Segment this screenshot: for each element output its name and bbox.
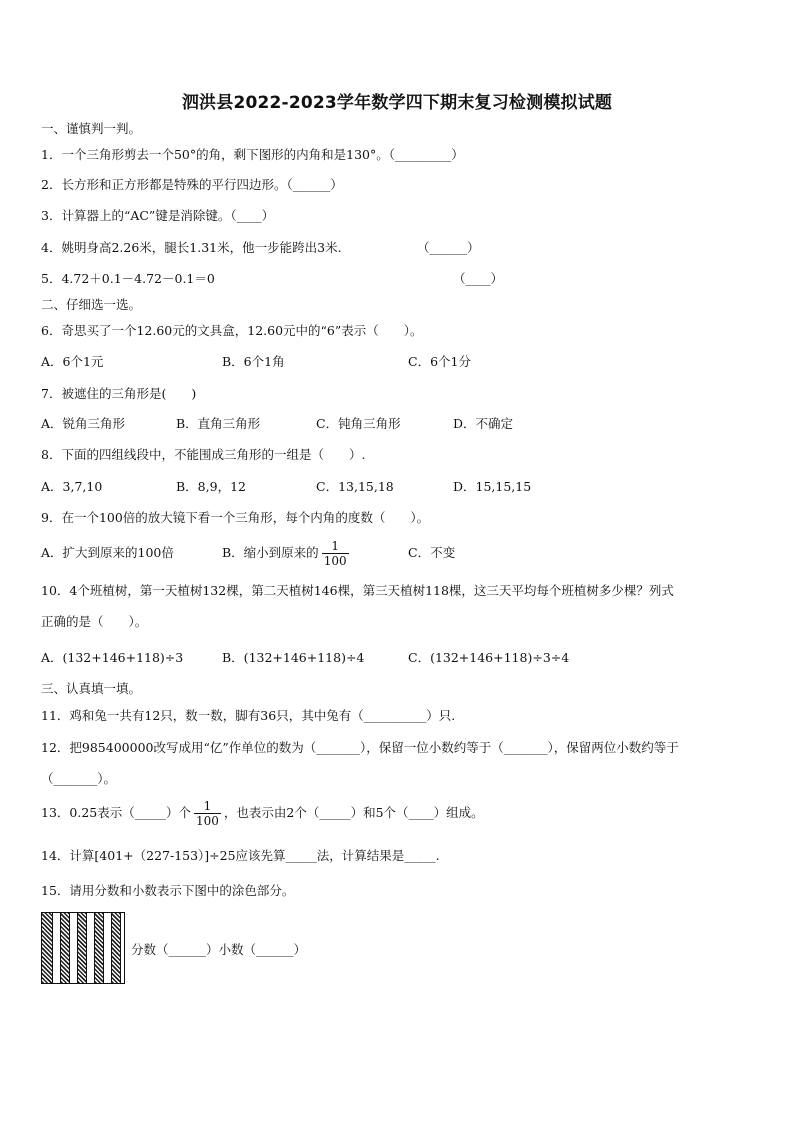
- question-10-line-1: 10．4个班植树，第一天植树132棵，第二天植树146棵，第三天植树118棵，这三天平均每个班植树多少棵？列式: [41, 583, 674, 598]
- q8-option-a: A．3,7,10: [41, 479, 103, 494]
- question-7: 7．被遮住的三角形是( ): [41, 386, 197, 401]
- question-4-blank: （______）: [417, 240, 480, 255]
- exam-title: 泗洪县2022-2023学年数学四下期末复习检测模拟试题: [181, 93, 613, 113]
- figure-stripe: [70, 913, 78, 983]
- question-12-line-1: 12．把985400000改写成用“亿”作单位的数为（_______），保留一位小数约等于（_______），保留两位小数约等于: [41, 740, 679, 755]
- question-11: 11．鸡和兔一共有12只，数一数，脚有36只，其中兔有（__________）只.: [41, 708, 456, 723]
- q9-option-a: A．扩大到原来的100倍: [41, 545, 174, 560]
- question-2: 2．长方形和正方形都是特殊的平行四边形。（______）: [41, 177, 343, 192]
- question-5-blank: （____）: [453, 271, 504, 286]
- figure-stripe-shaded: [42, 913, 53, 983]
- q13-fraction-denominator: 100: [196, 814, 219, 828]
- q10-option-c: C．(132+146+118)÷3÷4: [408, 650, 570, 665]
- question-15-answer: 分数（______）小数（______）: [131, 942, 307, 957]
- question-14: 14．计算[401+（227-153）]÷25应该先算_____法，计算结果是_____.: [41, 848, 440, 863]
- figure-stripe: [53, 913, 61, 983]
- q9-fraction-numerator: 1: [322, 539, 349, 554]
- q9-option-b-text: B．缩小到原来的: [222, 545, 319, 560]
- question-6: 6．奇思买了一个12.60元的文具盒，12.60元中的“6”表示（ ）。: [41, 323, 423, 338]
- figure-stripe-shaded: [61, 913, 70, 983]
- q9-option-b: [222, 536, 352, 570]
- q8-option-d: D．15,15,15: [453, 479, 532, 494]
- question-13: [41, 795, 484, 831]
- figure-stripe: [121, 913, 124, 983]
- q9-fraction-denominator: 100: [323, 554, 347, 568]
- q8-option-b: B．8,9，12: [176, 479, 246, 494]
- question-8: 8．下面的四组线段中，不能围成三角形的一组是（ ）.: [41, 447, 366, 462]
- figure-stripe-shaded: [78, 913, 87, 983]
- q8-option-c: C．13,15,18: [316, 479, 394, 494]
- question-5: 5．4.72＋0.1－4.72－0.1＝0: [41, 271, 215, 286]
- question-15: 15．请用分数和小数表示下图中的涂色部分。: [41, 883, 295, 898]
- q7-option-d: D．不确定: [453, 416, 514, 431]
- striped-figure: [41, 912, 125, 984]
- figure-stripe-shaded: [112, 913, 121, 983]
- question-13-part-a: 13．0.25表示（_____）个: [41, 805, 191, 820]
- q13-fraction: [194, 799, 221, 828]
- q10-option-b: B．(132+146+118)÷4: [222, 650, 365, 665]
- q6-option-b: B．6个1角: [222, 354, 285, 369]
- question-3: 3．计算器上的“AC”键是消除键。（____）: [41, 208, 275, 223]
- section-heading-fill: 三、认真填一填。: [41, 681, 142, 696]
- figure-stripe: [87, 913, 95, 983]
- q9-option-c: C．不变: [408, 545, 456, 560]
- q10-option-a: A．(132+146+118)÷3: [41, 650, 184, 665]
- q9-fraction: [322, 539, 349, 568]
- q6-option-c: C．6个1分: [408, 354, 471, 369]
- figure-stripe: [104, 913, 112, 983]
- section-heading-choose: 二、仔细选一选。: [41, 297, 142, 312]
- question-13-part-b: ，也表示由2个（_____）和5个（____）组成。: [223, 805, 484, 820]
- q7-option-b: B．直角三角形: [176, 416, 261, 431]
- q6-option-a: A．6个1元: [41, 354, 104, 369]
- question-10-line-2: 正确的是（ ）。: [41, 614, 148, 629]
- question-9: 9．在一个100倍的放大镜下看一个三角形，每个内角的度数（ ）。: [41, 510, 430, 525]
- question-1: 1．一个三角形剪去一个50°的角，剩下图形的内角和是130°。（_________）: [41, 147, 464, 162]
- q7-option-a: A．锐角三角形: [41, 416, 126, 431]
- section-heading-judge: 一、谨慎判一判。: [41, 121, 142, 136]
- question-4: 4．姚明身高2.26米，腿长1.31米，他一步能跨出3米.: [41, 240, 342, 255]
- figure-stripe-shaded: [95, 913, 104, 983]
- question-12-line-2: （_______）。: [41, 771, 117, 786]
- q13-fraction-numerator: 1: [194, 799, 221, 814]
- q7-option-c: C．钝角三角形: [316, 416, 401, 431]
